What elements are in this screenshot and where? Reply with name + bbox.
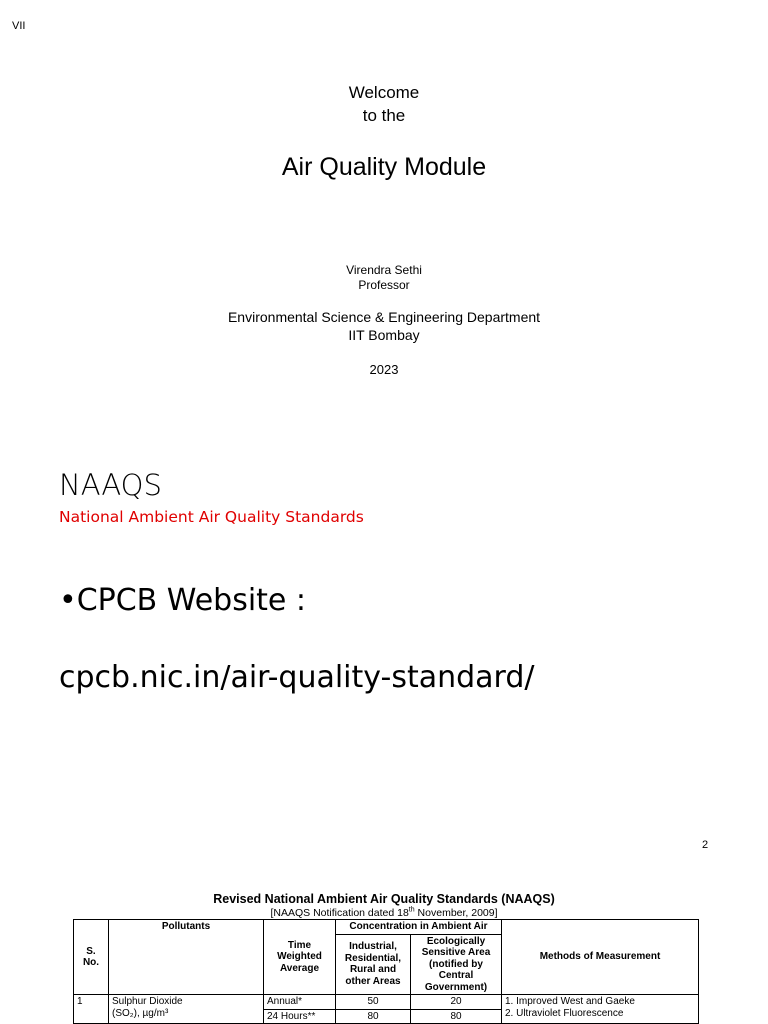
- header-methods: Methods of Measurement: [502, 920, 699, 995]
- department-name: Environmental Science & Engineering Department: [227, 309, 541, 325]
- author-name: Virendra Sethi: [346, 263, 422, 277]
- author-role: Professor: [358, 278, 410, 292]
- year-label: 2023: [369, 362, 399, 377]
- institution-name: IIT Bombay: [348, 327, 420, 343]
- cpcb-url-link[interactable]: cpcb.nic.in/air-quality-standard/: [59, 660, 535, 695]
- bullet-cpcb-website: •CPCB Website :: [59, 583, 307, 618]
- method-2: 2. Ultraviolet Fluorescence: [505, 1007, 624, 1019]
- pollutant-unit: (SO₂), µg/m³: [112, 1007, 169, 1019]
- slide-heading: NAAQS: [59, 468, 162, 502]
- method-1: 1. Improved West and Gaeke: [505, 996, 635, 1007]
- table-title: Revised National Ambient Air Quality Standards (NAAQS): [213, 892, 555, 906]
- cell-time-24h: 24 Hours**: [264, 1009, 336, 1024]
- header-sno: S. No.: [74, 920, 109, 995]
- note-prefix: [NAAQS Notification dated 18: [270, 906, 409, 919]
- note-suffix: November, 2009]: [414, 906, 498, 919]
- table-note: [0, 906, 768, 919]
- cell-sno: 1: [74, 995, 109, 1024]
- welcome-line-2: to the: [362, 106, 406, 125]
- cell-industrial-annual: 50: [336, 995, 411, 1010]
- slide-subheading: National Ambient Air Quality Standards: [59, 508, 364, 526]
- corner-label: VII: [12, 20, 26, 32]
- table-row: [74, 995, 699, 1010]
- naaqs-table: [73, 919, 699, 1024]
- cell-industrial-24h: 80: [336, 1009, 411, 1024]
- header-time-weighted-average: Time Weighted Average: [264, 920, 336, 995]
- cell-methods: [502, 995, 699, 1024]
- page-number: 2: [702, 839, 709, 851]
- cell-pollutant: [109, 995, 264, 1024]
- header-concentration: Concentration in Ambient Air: [336, 920, 502, 935]
- cell-time-annual: Annual*: [264, 995, 336, 1010]
- header-pollutants: Pollutants: [109, 920, 264, 995]
- welcome-line-1: Welcome: [348, 83, 420, 102]
- note-superscript: th: [408, 906, 415, 913]
- cell-ecological-24h: 80: [411, 1009, 502, 1024]
- pollutant-name: Sulphur Dioxide: [112, 996, 183, 1007]
- module-title: Air Quality Module: [281, 153, 487, 181]
- header-ecological-areas: Ecologically Sensitive Area (notified by Central Government): [411, 934, 502, 995]
- cell-ecological-annual: 20: [411, 995, 502, 1010]
- header-industrial-areas: Industrial, Residential, Rural and other Areas: [336, 934, 411, 995]
